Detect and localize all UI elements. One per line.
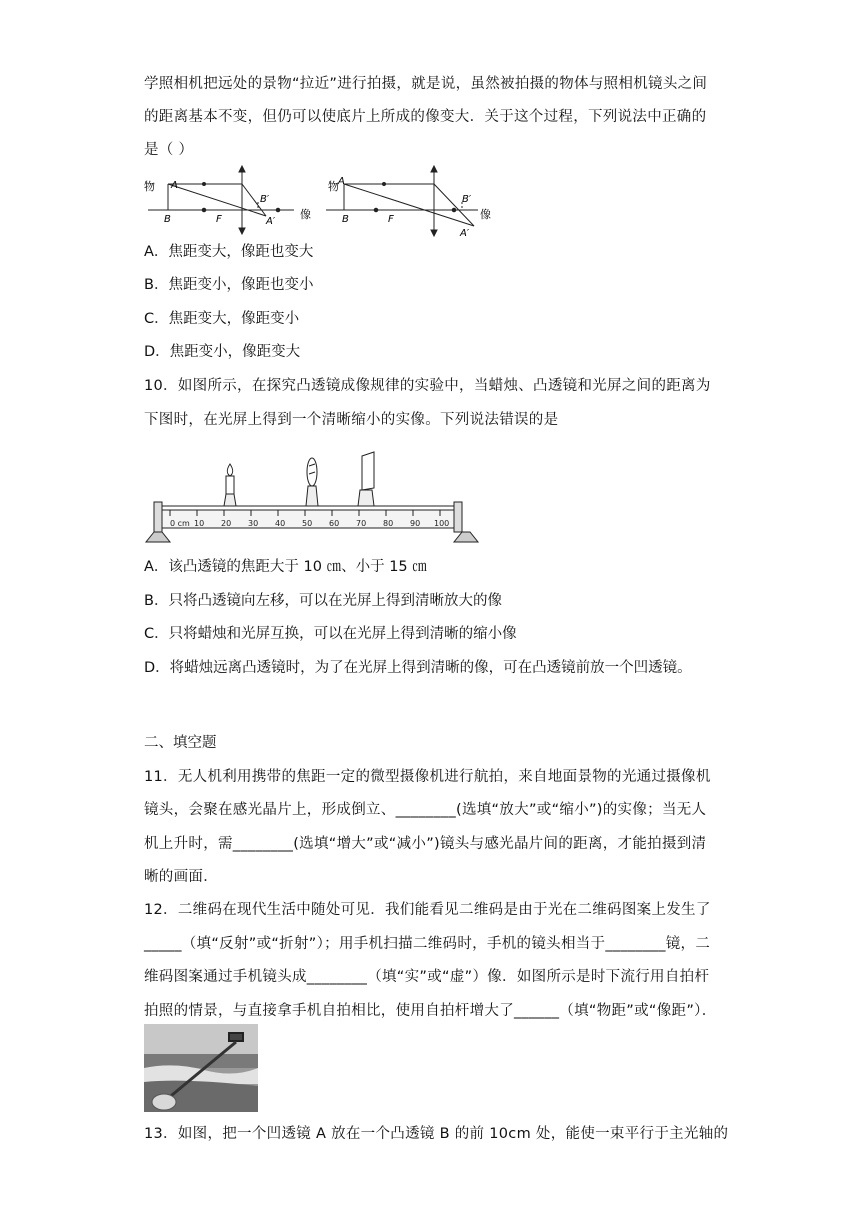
q9-label-bimg-left: B′	[260, 194, 270, 205]
ruler-tick-10: 10	[194, 519, 205, 528]
q9-option-b: B．焦距变小，像距也变小	[144, 277, 314, 293]
q9-option-c: C．焦距变大，像距变小	[144, 311, 300, 327]
q9-label-xiang-right: 像	[480, 208, 491, 221]
q12-line-2: _____（填“反射”或“折射”）；用手机扫描二维码时，手机的镜头相当于________镜，二	[144, 936, 711, 952]
q11-line-2: 镜头，会聚在感光晶片上，形成倒立、________(选填“放大”或“缩小”)的实像；当无人	[144, 802, 707, 818]
q9-line-2: 的距离基本不变，但仍可以使底片上所成的像变大．关于这个过程，下列说法中正确的	[144, 109, 707, 125]
q9-diagram-right	[326, 166, 478, 236]
q11-line-3: 机上升时，需________(选填“增大”或“减小”)镜头与感光晶片间的距离，才能拍摄到清	[144, 836, 707, 852]
ruler-tick-100: 100	[434, 519, 450, 528]
q9-label-f-left: F	[216, 214, 222, 225]
q9-label-a-right: A	[338, 176, 345, 187]
ruler-tick-50: 50	[302, 519, 313, 528]
ruler-tick-60: 60	[329, 519, 340, 528]
q10-option-a: A．该凸透镜的焦距大于 10 ㎝、小于 15 ㎝	[144, 559, 427, 575]
q9-label-aimg-right: A′	[460, 228, 470, 238]
q10-option-b: B．只将凸透镜向左移，可以在光屏上得到清晰放大的像	[144, 593, 502, 609]
q9-label-a-left: A	[171, 180, 178, 191]
q9-label-f-right: F	[388, 214, 394, 225]
q9-label-xiang-left: 像	[300, 208, 311, 221]
q10-line-2: 下图时，在光屏上得到一个清晰缩小的实像。下列说法错误的是	[144, 412, 559, 428]
ruler-tick-80: 80	[383, 519, 394, 528]
ruler-tick-0: 0 cm	[170, 519, 190, 528]
q10-line-1: 10．如图所示，在探究凸透镜成像规律的实验中，当蜡烛、凸透镜和光屏之间的距离为	[144, 378, 711, 394]
q12-line-4: 拍照的情景，与直接拿手机自拍相比，使用自拍杆增大了______（填“物距”或“像距”）．	[144, 1003, 717, 1019]
q9-option-a: A．焦距变大，像距也变大	[144, 244, 314, 260]
ruler-tick-20: 20	[221, 519, 232, 528]
q13-line-1: 13．如图，把一个凹透镜 A 放在一个凸透镜 B 的前 10cm 处，能使一束平行于主光轴的	[144, 1126, 729, 1142]
q9-label-b-left: B	[164, 214, 171, 225]
q9-label-wu-right: 物	[328, 180, 339, 193]
ruler-tick-40: 40	[275, 519, 286, 528]
q11-line-4: 晰的画面．	[144, 869, 218, 885]
ruler-tick-90: 90	[410, 519, 421, 528]
ruler-tick-70: 70	[356, 519, 367, 528]
ruler-tick-30: 30	[248, 519, 259, 528]
q10-option-c: C．只将蜡烛和光屏互换，可以在光屏上得到清晰的缩小像	[144, 626, 517, 642]
section-title-fill-in: 二、填空题	[144, 735, 217, 751]
q9-label-aimg-left: A′	[266, 216, 276, 227]
q12-selfie-stick-photo	[144, 1024, 258, 1112]
q9-line-1: 学照相机把远处的景物“拉近”进行拍摄，就是说，虽然被拍摄的物体与照相机镜头之间	[144, 76, 708, 92]
q9-option-d: D．焦距变小，像距变大	[144, 344, 301, 360]
q9-label-b-right: B	[342, 214, 349, 225]
q12-line-1: 12．二维码在现代生活中随处可见．我们能看见二维码是由于光在二维码图案上发生了	[144, 902, 711, 918]
q11-line-1: 11．无人机利用携带的焦距一定的微型摄像机进行航拍，来自地面景物的光通过摄像机	[144, 769, 711, 785]
q9-lens-diagrams	[144, 162, 494, 238]
q10-optical-bench	[144, 448, 480, 544]
q10-option-d: D．将蜡烛远离凸透镜时，为了在光屏上得到清晰的像，可在凸透镜前放一个凹透镜。	[144, 660, 692, 676]
q9-label-wu-left: 物	[144, 180, 155, 193]
q9-label-bimg-right: B′	[462, 194, 472, 205]
q12-line-3: 维码图案通过手机镜头成________（填“实”或“虚”）像．如图所示是时下流行用自拍杆	[144, 969, 710, 985]
q9-line-3: 是（ ）	[144, 142, 194, 158]
